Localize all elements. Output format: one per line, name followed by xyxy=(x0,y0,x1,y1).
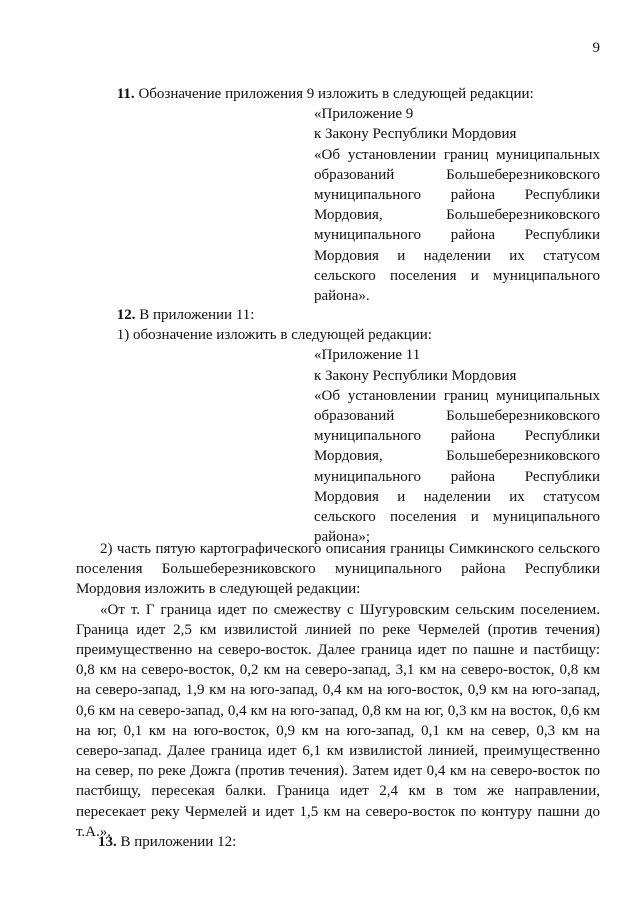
item-11-text: Обозначение приложения 9 изложить в следующей редакции: xyxy=(138,86,534,102)
item-13 xyxy=(98,832,600,852)
appendix-11-caption xyxy=(314,345,600,547)
item-11-number: 11. xyxy=(116,86,135,102)
item-12-number: 12. xyxy=(116,307,136,323)
item-13-text: В приложении 12: xyxy=(120,834,237,850)
item-12-text: В приложении 11: xyxy=(139,307,255,323)
appendix-9-title: «Приложение 9 xyxy=(314,106,414,123)
appendix-11-title: «Приложение 11 xyxy=(314,347,421,364)
appendix-9-description: «Об установлении границ муниципальных образований Большеберезниковского муниципального района Республики Мордовия, Большеберезниковского муниципального района Республики Мордовия и наделении их статусом сельского поселения и муниципального района». xyxy=(314,146,600,305)
item-12-sub2: 2) часть пятую картографического описания границы Симкинского сельского поселения Большеберезниковского муниципального района Республики Мордовия изложить в следующей редакции: xyxy=(76,541,600,598)
page-number: 9 xyxy=(592,40,600,56)
item-13-heading xyxy=(98,832,600,852)
boundary-description-quote: «От т. Г граница идет по смежеству с Шугуровским сельским поселением. Граница идет 2,5 км извилистой линией по реке Чермелей (против течения) преимущественно на северо-восток. Далее граница идет по пашне и пастбищу: 0,8 км на северо-восток, 0,2 км на северо-запад, 3,1 км на северо-восток, 0,8 км на северо-запад, 1,9 км на юго-запад, 0,4 км на юго-восток, 0,9 км на юго-запад, 0,6 км на северо-запад, 0,4 км на юго-запад, 0,8 км на юг, 0,3 км на восток, 0,6 км на юг, 0,1 км на юго-восток, 0,9 км на юго-запад, 0,1 км на север, 0,3 км на северо-запад. Далее граница идет 6,1 км извилистой линией, преимущественно на север, по реке Дожга (против течения). Затем идет 0,4 км на северо-восток по пастбищу, пересекая балки. Граница идет 2,4 км в том же направлении, пересекает реку Чермелей и идет 1,5 км на северо-восток по контуру пашни до т.А.». xyxy=(76,601,600,840)
item-12-sub2-block xyxy=(76,539,600,842)
item-11-heading xyxy=(98,84,600,104)
item-12-sub1: 1) обозначение изложить в следующей редакции: xyxy=(116,327,432,344)
appendix-11-description: «Об установлении границ муниципальных образований Большеберезниковского муниципального района Республики Мордовия, Большеберезниковского муниципального района Республики Мордовия и наделении их статусом сельского поселения и муниципального района»; xyxy=(314,387,600,546)
appendix-11-law: к Закону Республики Мордовия xyxy=(314,367,517,384)
item-11 xyxy=(98,84,600,306)
appendix-9-caption xyxy=(314,104,600,306)
item-12-heading xyxy=(98,305,600,325)
appendix-9-law: к Закону Республики Мордовия xyxy=(314,126,517,143)
item-12 xyxy=(98,305,600,547)
item-13-number: 13. xyxy=(98,834,117,850)
